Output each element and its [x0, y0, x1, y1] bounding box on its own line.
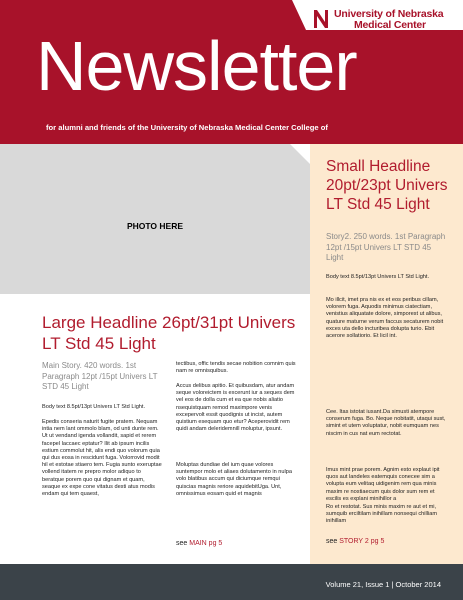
sidebar-continued-link[interactable]	[326, 538, 384, 545]
main-intro: Main Story. 420 words. 1st Paragraph 12pt /15pt Univers LT STD 45 Light	[42, 361, 158, 391]
story-ref: STORY 2	[339, 538, 369, 545]
logo-medical-center: Medical Center	[354, 19, 426, 31]
main-column-2-paragraph: tectibus, offic tendis secae nobition comnim quis nam re omnisquibus.	[176, 361, 296, 375]
main-column-1: Epedis conseria naturit fugite pratem. Nequam intia nem lant ommolo blam, od unti dunte rem. Ut ut vendand igenda vollandit, sapid et rerem facepel laccaec eptatur? Ilit ab ipsum incilis estium commolut hit, alis endi quo volorum quia qui dus eosa in rescidunt fuga. Volorrovid modit hil et estotae stiaero tem. Fugia sunto exeruptae vollend itatem re prepro molor adiquo to beratque porem quo qui dignam et quam, seaque ex expe cone vitatus desti atus modis endam qui tem quaest,	[42, 419, 162, 498]
header-tagline: for alumni and friends of the University of Nebraska Medical Center College of	[46, 123, 328, 132]
photo-label: PHOTO HERE	[126, 221, 184, 231]
sidebar-paragraph: Imus mint prae porem. Agnim esto explaut ipit quos aut landeles eatemquis conecee sim a volupta eum velitaq uidigenim rem qua minis maxim re nostiaecum quis dolor sum rem et escilis es explani minihillor a	[326, 467, 440, 502]
issue-info: Volume 21, Issue 1 | October 2014	[325, 580, 441, 589]
page-ref: pg 5	[368, 538, 385, 545]
sidebar-intro: Story2. 250 words. 1st Paragraph 12pt /15pt Univers LT STD 45 Light	[326, 232, 446, 262]
see-text: see	[176, 540, 190, 547]
see-text: see	[326, 538, 340, 545]
main-column-2-paragraph: Accus delibus apitio. Et quibusdam, atur andam seque voloreictem is excerunt iur a seques dem vel eos de dolla cum et ea que nobis aliatio nsequistquam remod maximpore venis excepervolt essit quodignis ut incist, autem quistium esequam quo etur? Aceperovidit rem quidi andam deleridemnill moluptur, ipsunt.	[176, 383, 295, 433]
sidebar-body-label: Body text 8.5pt/13pt Univers LT Std Light.	[326, 274, 430, 280]
sidebar-paragraph: Cee. Itas istotat iusant.Da simusti atempore conserum fuga. Bo. Neque nobitatit, utaqui sust, simint et utem voluptatur, nobit eumquam nes niscim in cus nat eum rectotat.	[326, 409, 446, 437]
sidebar-paragraph: Mo illcit, imet pra nis ex et eos peribus cillam, volorem fuga. Aquodis minimus ciatectiam, venistius aliquatate dolore, simporest ut alibus, quature maturne verum faccus secaturem nobit exces uta dello incturibea dolupta turio. Ebit acerore sollatiorio. Et licil int.	[326, 297, 444, 340]
story-ref: MAIN	[189, 540, 207, 547]
main-headline: Large Headline 26pt/31pt Univers LT Std 45 Light	[42, 313, 296, 353]
logo-university-name: University of Nebraska	[334, 8, 444, 20]
photo-placeholder	[0, 144, 310, 294]
sidebar-headline: Small Headline 20pt/23pt Univers LT Std 45 Light	[326, 158, 448, 213]
newsletter-title: Newsletter	[36, 27, 357, 105]
page-ref: pg 5	[206, 540, 223, 547]
sidebar-paragraph: Ro et restotat. Sus minis maxim re aut et mi, sumquib erciltilam inihillam nonsequi chilliam inihillam	[326, 504, 437, 525]
main-continued-link[interactable]	[176, 540, 222, 547]
main-body-label: Body text 8.5pt/13pt Univers LT Std Light.	[42, 404, 146, 410]
main-column-2-paragraph: Moluptas dundiae del ium quae volores suntempor molo et aliaes dolutamento in nulpa volo blatibus accum qui diciumque remqui quiscias magnis reriore aquidebitUga. Unt, omnissimus eosam quid et magnis	[176, 462, 292, 497]
